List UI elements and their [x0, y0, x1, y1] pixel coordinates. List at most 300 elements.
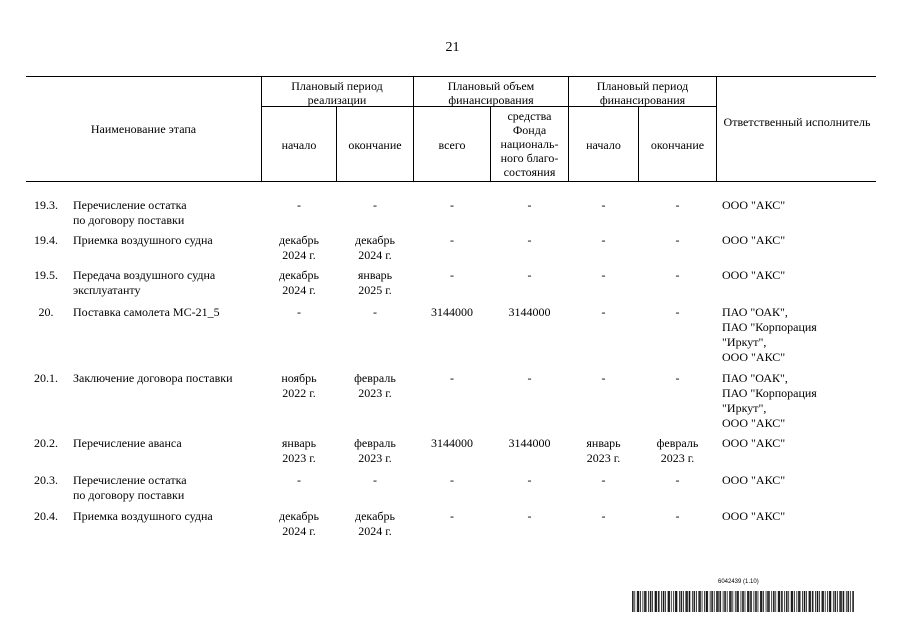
cell-line: Перечисление остатка	[73, 473, 187, 487]
barcode-bar	[737, 591, 738, 612]
barcode-bar	[710, 591, 711, 612]
cell-line: -	[675, 233, 680, 247]
barcode-bar	[640, 591, 641, 612]
barcode-bar	[700, 591, 701, 612]
cell-line: -	[675, 371, 680, 385]
cell-line: -	[675, 473, 680, 487]
barcode-bar	[809, 591, 810, 612]
table-cell-impl-start	[262, 233, 336, 263]
barcode-bar	[658, 591, 659, 612]
table-cell-fin-start	[569, 233, 638, 248]
barcode-bar	[843, 591, 844, 612]
table-cell-vol-fund: -	[527, 268, 532, 282]
cell-line: по договору поставки	[73, 213, 185, 227]
table-cell-vol-fund: -	[527, 233, 532, 247]
barcode-bar	[829, 591, 830, 612]
table-cell-name	[73, 305, 259, 320]
barcode-bar	[732, 591, 733, 612]
table-cell-name	[73, 436, 259, 451]
cell-line: -	[373, 198, 377, 212]
table-cell-fin-start	[569, 473, 638, 488]
col-header-vol-total: всего	[438, 138, 466, 152]
cell-line: -	[297, 473, 301, 487]
barcode-bar	[822, 591, 823, 612]
barcode-bar	[706, 591, 707, 612]
col-header-vol-fund: средства Фонда националь- ного благо- состояния	[500, 109, 559, 179]
cell-line: Поставка самолета МС-21_5	[73, 305, 220, 319]
table-cell-fin-end	[639, 509, 716, 524]
barcode-bar	[689, 591, 690, 612]
barcode-bar	[762, 591, 763, 612]
barcode-bar	[683, 591, 684, 612]
table-cell-fin-end	[639, 305, 716, 320]
table-cell-resp	[722, 371, 872, 431]
barcode-bar	[853, 591, 854, 612]
cell-line: 2025 г.	[358, 283, 392, 297]
header-bottom-rule	[26, 181, 876, 182]
barcode-bar	[655, 591, 656, 612]
col-header-fin-end: окончание	[650, 138, 705, 152]
table-cell-name	[73, 233, 259, 248]
table-cell-vol-total: -	[450, 268, 454, 282]
barcode-bar	[673, 591, 674, 612]
barcode-bar	[668, 591, 669, 612]
table-cell-impl-start	[262, 371, 336, 401]
barcode-bar	[737, 591, 738, 612]
barcode-bar	[848, 591, 849, 612]
barcode-bar	[835, 591, 836, 612]
table-cell-resp	[722, 198, 872, 213]
barcode-bar	[716, 591, 717, 612]
barcode-bar	[792, 591, 793, 612]
cell-line: "Иркут",	[722, 401, 767, 415]
barcode-bar	[799, 591, 800, 612]
barcode-bar	[645, 591, 646, 612]
table-cell-vol-total: 3144000	[431, 305, 473, 319]
barcode-bar	[675, 591, 676, 612]
table-cell-resp	[722, 509, 872, 524]
barcode-bar	[768, 591, 769, 612]
barcode-bar	[751, 591, 752, 612]
cell-line: -	[675, 268, 680, 282]
table-cell-name	[73, 473, 259, 503]
cell-line: 2024 г.	[282, 248, 316, 262]
barcode-bar	[830, 591, 831, 612]
barcode-bar	[750, 591, 751, 612]
barcode-bar	[823, 591, 824, 612]
barcode-bar	[818, 591, 819, 612]
barcode-bar	[668, 591, 669, 612]
barcode-bar	[704, 591, 705, 612]
barcode-bar	[758, 591, 759, 612]
table-cell-vol-total: -	[450, 198, 454, 212]
barcode-bar	[638, 591, 639, 612]
barcode-bar	[738, 591, 739, 612]
barcode-bar	[663, 591, 664, 612]
barcode-bar	[677, 591, 678, 612]
barcode-bar	[731, 591, 732, 612]
barcode-bar	[671, 591, 672, 612]
cell-line: Перечисление остатка	[73, 198, 187, 212]
table-cell-num: 20.4.	[34, 509, 58, 523]
barcode-bar	[819, 591, 820, 612]
barcode-bar	[686, 591, 687, 612]
barcode-bar	[669, 591, 670, 612]
barcode-bar	[796, 591, 797, 612]
barcode-bar	[831, 591, 832, 612]
cell-line: ПАО "Корпорация	[722, 386, 817, 400]
barcode-bar	[749, 591, 750, 612]
barcode-bar	[646, 591, 647, 612]
table-cell-vol-fund: 3144000	[508, 436, 551, 450]
table-cell-fin-end	[639, 436, 716, 466]
barcode-bar	[852, 591, 853, 612]
table-cell-num: 20.3.	[34, 473, 58, 487]
barcode-bar	[699, 591, 700, 612]
table-cell-fin-start	[569, 198, 638, 213]
barcode-bar	[767, 591, 768, 612]
page-number: 21	[445, 40, 460, 55]
table-cell-fin-end	[639, 371, 716, 386]
cell-line: 2024 г.	[282, 283, 316, 297]
col-header-impl-end: окончание	[348, 138, 402, 152]
table-cell-impl-start	[262, 473, 336, 488]
table-cell-impl-end	[337, 436, 413, 466]
cell-line: -	[373, 473, 377, 487]
table-cell-resp	[722, 305, 872, 365]
barcode-bar	[687, 591, 688, 612]
barcode-bar	[763, 591, 764, 612]
barcode-bar	[735, 591, 736, 612]
barcode-bar	[748, 591, 749, 612]
barcode-bar	[760, 591, 761, 612]
cell-line: ООО "АКС"	[722, 509, 786, 523]
barcode	[632, 591, 854, 612]
barcode-bar	[694, 591, 695, 612]
table-cell-fin-start	[569, 436, 638, 466]
barcode-bar	[702, 591, 703, 612]
table-cell-name	[73, 268, 259, 298]
table-cell-num: 20.1.	[34, 371, 58, 385]
table-cell-name	[73, 198, 259, 228]
barcode-bar	[725, 591, 726, 612]
cell-line: -	[601, 509, 606, 523]
barcode-bar	[711, 591, 712, 612]
barcode-bar	[694, 591, 695, 612]
table-cell-impl-start	[262, 305, 336, 320]
barcode-bar	[698, 591, 699, 612]
barcode-bar	[773, 591, 774, 612]
table-cell-impl-start	[262, 436, 336, 466]
barcode-bar	[813, 591, 814, 612]
barcode-bar	[717, 591, 718, 612]
cell-line: -	[601, 268, 606, 282]
barcode-bar	[756, 591, 757, 612]
barcode-bar	[707, 591, 708, 612]
barcode-bar	[720, 591, 721, 612]
cell-line: декабрь	[279, 268, 319, 282]
barcode-bar	[707, 591, 708, 612]
barcode-bar	[729, 591, 730, 612]
cell-line: -	[675, 198, 680, 212]
barcode-bar	[804, 591, 805, 612]
col-header-responsible: Ответственный исполнитель	[723, 115, 871, 129]
barcode-bar	[652, 591, 653, 612]
barcode-bar	[843, 591, 844, 612]
cell-line: 2024 г.	[358, 524, 392, 538]
table-cell-impl-end	[337, 473, 413, 488]
table-cell-fin-start	[569, 509, 638, 524]
barcode-bar	[727, 591, 728, 612]
barcode-bar	[806, 591, 807, 612]
barcode-bar	[810, 591, 811, 612]
table-cell-num: 19.5.	[34, 268, 58, 282]
table-cell-vol-total: -	[450, 473, 454, 487]
barcode-bar	[792, 591, 793, 612]
barcode-bar	[714, 591, 715, 612]
barcode-bar	[841, 591, 842, 612]
table-cell-name	[73, 371, 259, 386]
col-header-stage-name: Наименование этапа	[90, 122, 197, 136]
barcode-bar	[850, 591, 851, 612]
table-cell-vol-fund: -	[527, 198, 532, 212]
cell-line: ООО "АКС"	[722, 473, 786, 487]
barcode-bar	[846, 591, 847, 612]
col-header-fin-period: Плановый период финансирования	[596, 79, 689, 107]
barcode-bar	[650, 591, 651, 612]
cell-line: 2024 г.	[358, 248, 392, 262]
barcode-bar	[778, 591, 779, 612]
barcode-bar	[685, 591, 686, 612]
table-cell-vol-fund: -	[527, 473, 532, 487]
cell-line: февраль	[656, 436, 699, 450]
cell-line: -	[675, 305, 680, 319]
barcode-bar	[742, 591, 743, 612]
barcode-bar	[730, 591, 731, 612]
barcode-bar	[679, 591, 680, 612]
barcode-bar	[794, 591, 795, 612]
barcode-bar	[633, 591, 634, 612]
barcode-bar	[644, 591, 645, 612]
cell-line: 2023 г.	[358, 386, 392, 400]
barcode-bar	[787, 591, 788, 612]
barcode-bar	[848, 591, 849, 612]
barcode-bar	[690, 591, 691, 612]
col-header-impl-period: Плановый период реализации	[291, 79, 383, 107]
cell-line: 2023 г.	[586, 451, 621, 465]
cell-line: ООО "АКС"	[722, 436, 786, 450]
table-cell-impl-end	[337, 233, 413, 263]
barcode-bar	[741, 591, 742, 612]
barcode-bar	[781, 591, 782, 612]
barcode-bar	[800, 591, 801, 612]
barcode-bar	[651, 591, 652, 612]
barcode-label: 6042439 (1.10)	[718, 579, 759, 585]
barcode-bar	[712, 591, 713, 612]
barcode-bar	[745, 591, 746, 612]
barcode-bar	[696, 591, 697, 612]
table-cell-name	[73, 509, 259, 524]
barcode-bar	[665, 591, 666, 612]
barcode-bar	[835, 591, 836, 612]
barcode-bar	[822, 591, 823, 612]
cell-line: "Иркут",	[722, 335, 767, 349]
cell-line: Приемка воздушного судна	[73, 509, 213, 523]
cell-line: 2023 г.	[282, 451, 316, 465]
header-divider	[716, 76, 717, 181]
cell-line: -	[601, 371, 606, 385]
barcode-bar	[755, 591, 756, 612]
col-header-impl-start: начало	[281, 138, 317, 152]
barcode-bar	[788, 591, 789, 612]
cell-line: декабрь	[355, 509, 395, 523]
barcode-bar	[747, 591, 748, 612]
cell-line: декабрь	[279, 233, 319, 247]
cell-line: -	[675, 509, 680, 523]
barcode-bar	[766, 591, 767, 612]
cell-line: январь	[281, 436, 317, 450]
cell-line: ООО "АКС"	[722, 233, 786, 247]
cell-line: 2023 г.	[660, 451, 695, 465]
col-header-fin-start: начало	[586, 138, 621, 152]
table-cell-vol-total: -	[450, 371, 454, 385]
barcode-bar	[817, 591, 818, 612]
table-cell-vol-total: 3144000	[431, 436, 473, 450]
cell-line: февраль	[354, 436, 396, 450]
cell-line: -	[601, 473, 606, 487]
barcode-bar	[825, 591, 826, 612]
table-cell-vol-total: -	[450, 233, 454, 247]
cell-line: ПАО "ОАК",	[722, 371, 788, 385]
barcode-bar	[676, 591, 677, 612]
cell-line: -	[601, 305, 606, 319]
barcode-bar	[643, 591, 644, 612]
table-cell-impl-start	[262, 268, 336, 298]
cell-line: декабрь	[279, 509, 319, 523]
barcode-bar	[761, 591, 762, 612]
barcode-bar	[774, 591, 775, 612]
table-cell-fin-start	[569, 268, 638, 283]
cell-line: -	[297, 198, 301, 212]
table-cell-fin-end	[639, 198, 716, 213]
table-cell-resp	[722, 473, 872, 488]
barcode-bar	[782, 591, 783, 612]
cell-line: по договору поставки	[73, 488, 185, 502]
barcode-bar	[802, 591, 803, 612]
cell-line: ООО "АКС"	[722, 350, 786, 364]
cell-line: -	[601, 198, 606, 212]
barcode-bar	[779, 591, 780, 612]
barcode-bar	[812, 591, 813, 612]
barcode-bar	[724, 591, 725, 612]
cell-line: Передача воздушного судна	[73, 268, 216, 282]
table-cell-fin-start	[569, 371, 638, 386]
cell-line: эксплуатанту	[73, 283, 141, 297]
table-cell-impl-start	[262, 198, 336, 213]
cell-line: январь	[586, 436, 621, 450]
table-top-rule	[26, 76, 876, 77]
barcode-bar	[840, 591, 841, 612]
cell-line: -	[601, 233, 606, 247]
barcode-bar	[827, 591, 828, 612]
cell-line: ноябрь	[281, 371, 317, 385]
table-cell-resp	[722, 436, 872, 451]
table-cell-num: 19.4.	[34, 233, 58, 247]
cell-line: -	[373, 305, 377, 319]
barcode-bar	[815, 591, 816, 612]
barcode-bar	[656, 591, 657, 612]
cell-line: 2024 г.	[282, 524, 316, 538]
table-cell-fin-start	[569, 305, 638, 320]
cell-line: январь	[357, 268, 393, 282]
cell-line: ПАО "ОАК",	[722, 305, 788, 319]
cell-line: ПАО "Корпорация	[722, 320, 817, 334]
table-cell-vol-fund: 3144000	[508, 305, 551, 319]
barcode-bar	[664, 591, 665, 612]
barcode-bar	[798, 591, 799, 612]
barcode-bar	[692, 591, 693, 612]
barcode-bar	[681, 591, 682, 612]
cell-line: ООО "АКС"	[722, 198, 786, 212]
cell-line: декабрь	[355, 233, 395, 247]
cell-line: Заключение договора поставки	[73, 371, 233, 385]
table-cell-impl-end	[337, 509, 413, 539]
barcode-bar	[661, 591, 662, 612]
table-cell-num: 19.3.	[34, 198, 58, 212]
cell-line: Приемка воздушного судна	[73, 233, 213, 247]
barcode-bar	[634, 591, 635, 612]
barcode-bar	[754, 591, 755, 612]
barcode-bar	[648, 591, 649, 612]
barcode-bar	[784, 591, 785, 612]
cell-line: Перечисление аванса	[73, 436, 182, 450]
barcode-bar	[775, 591, 776, 612]
cell-line: 2023 г.	[358, 451, 392, 465]
table-cell-vol-total: -	[450, 509, 454, 523]
table-cell-fin-end	[639, 233, 716, 248]
barcode-bar	[718, 591, 719, 612]
barcode-bar	[771, 591, 772, 612]
barcode-bar	[638, 591, 639, 612]
cell-line: ООО "АКС"	[722, 416, 786, 430]
barcode-bar	[655, 591, 656, 612]
col-header-fin-volume: Плановый объем финансирования	[447, 79, 535, 107]
table-cell-vol-fund: -	[527, 509, 532, 523]
cell-line: ООО "АКС"	[722, 268, 786, 282]
table-cell-num: 20.	[38, 305, 54, 319]
cell-line: февраль	[354, 371, 396, 385]
cell-line: 2022 г.	[282, 386, 316, 400]
barcode-bar	[743, 591, 744, 612]
table-cell-impl-end	[337, 371, 413, 401]
cell-line: -	[297, 305, 301, 319]
barcode-bar	[833, 591, 834, 612]
barcode-bar	[632, 591, 633, 612]
table-cell-vol-fund: -	[527, 371, 532, 385]
barcode-bar	[791, 591, 792, 612]
barcode-bar	[723, 591, 724, 612]
table-cell-fin-end	[639, 473, 716, 488]
barcode-bar	[720, 591, 721, 612]
table-cell-impl-end	[337, 198, 413, 213]
table-cell-resp	[722, 268, 872, 283]
table-cell-num: 20.2.	[34, 436, 58, 450]
barcode-bar	[637, 591, 638, 612]
barcode-bar	[805, 591, 806, 612]
table-cell-resp	[722, 233, 872, 248]
table-cell-fin-end	[639, 268, 716, 283]
barcode-bar	[837, 591, 838, 612]
